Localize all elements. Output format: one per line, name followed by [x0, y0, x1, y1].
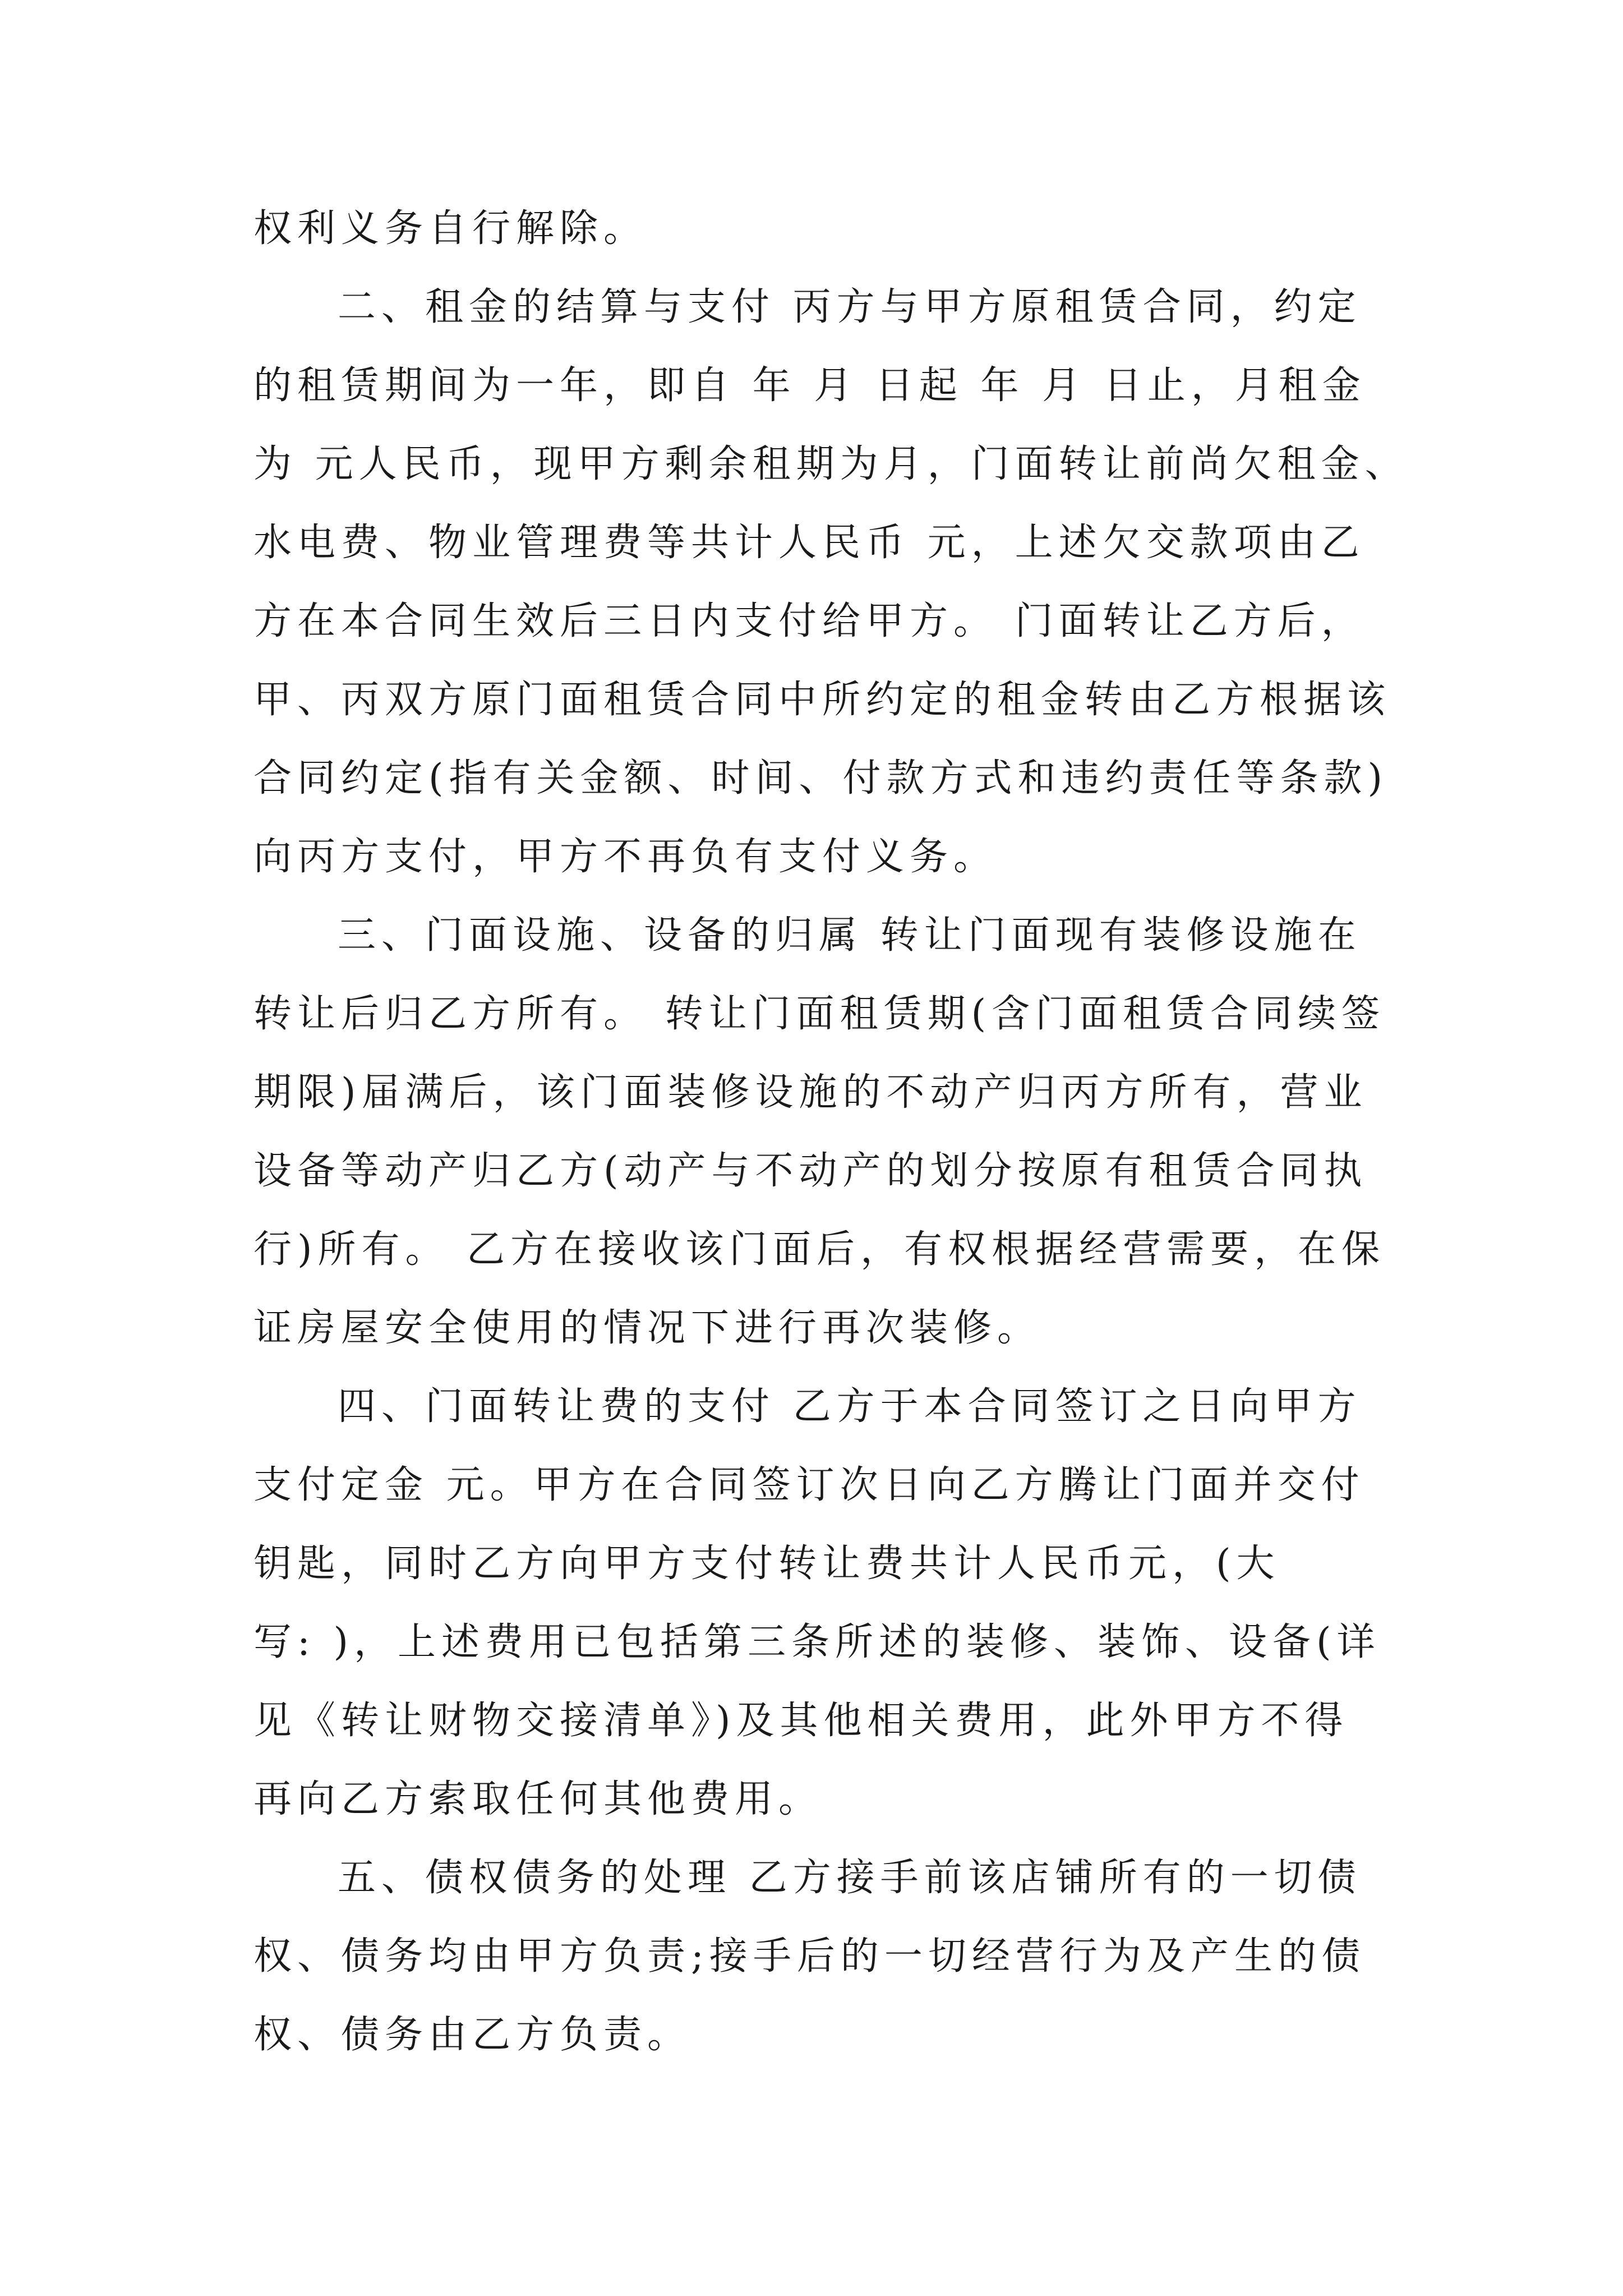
text-line: 转让后归乙方所有。 转让门面租赁期(含门面租赁合同续签: [253, 992, 1386, 1036]
section-heading-line: 五、债权债务的处理 乙方接手前该店铺所有的一切债: [338, 1856, 1362, 1900]
text-line: 甲、丙双方原门面租赁合同中所约定的租金转由乙方根据该: [253, 678, 1391, 722]
text-line: 设备等动产归乙方(动产与不动产的划分按原有租赁合同执: [253, 1149, 1368, 1193]
section-heading-line: 四、门面转让费的支付 乙方于本合同签订之日向甲方: [338, 1384, 1362, 1429]
text-line: 为 元人民币，现甲方剩余租期为月，门面转让前尚欠租金、: [253, 442, 1409, 486]
text-line: 行)所有。 乙方在接收该门面后，有权根据经营需要，在保: [253, 1227, 1386, 1272]
text-line: 证房屋安全使用的情况下进行再次装修。: [253, 1306, 1041, 1350]
text-line: 权、债务由乙方负责。: [253, 2013, 691, 2057]
text-line: 再向乙方索取任何其他费用。: [253, 1777, 823, 1821]
text-line: 支付定金 元。甲方在合同签订次日向乙方腾让门面并交付: [253, 1463, 1365, 1507]
text-line: 的租赁期间为一年，即自 年 月 日起 年 月 日止，月租金: [253, 364, 1366, 408]
text-line: 钥匙，同时乙方向甲方支付转让费共计人民币元，(大: [253, 1542, 1280, 1586]
text-line: 方在本合同生效后三日内支付给甲方。 门面转让乙方后，: [253, 599, 1365, 643]
document-page: [253, 206, 1409, 2093]
text-line: 权利义务自行解除。: [253, 206, 648, 251]
text-line: 水电费、物业管理费等共计人民币 元，上述欠交款项由乙: [253, 521, 1365, 565]
text-line: 合同约定(指有关金额、时间、付款方式和违约责任等条款): [253, 756, 1389, 800]
text-line: 期限)届满后，该门面装修设施的不动产归丙方所有，营业: [253, 1070, 1368, 1115]
section-heading-line: 二、租金的结算与支付 丙方与甲方原租赁合同，约定: [338, 285, 1362, 329]
text-line: 见《转让财物交接清单》)及其他相关费用，此外甲方不得: [253, 1699, 1349, 1743]
section-heading-line: 三、门面设施、设备的归属 转让门面现有装修设施在: [338, 913, 1362, 958]
text-line: 向丙方支付，甲方不再负有支付义务。: [253, 835, 998, 879]
text-line: 写: )，上述费用已包括第三条所述的装修、装饰、设备(详: [253, 1620, 1381, 1664]
text-line: 权、债务均由甲方负责;接手后的一切经营行为及产生的债: [253, 1934, 1366, 1978]
